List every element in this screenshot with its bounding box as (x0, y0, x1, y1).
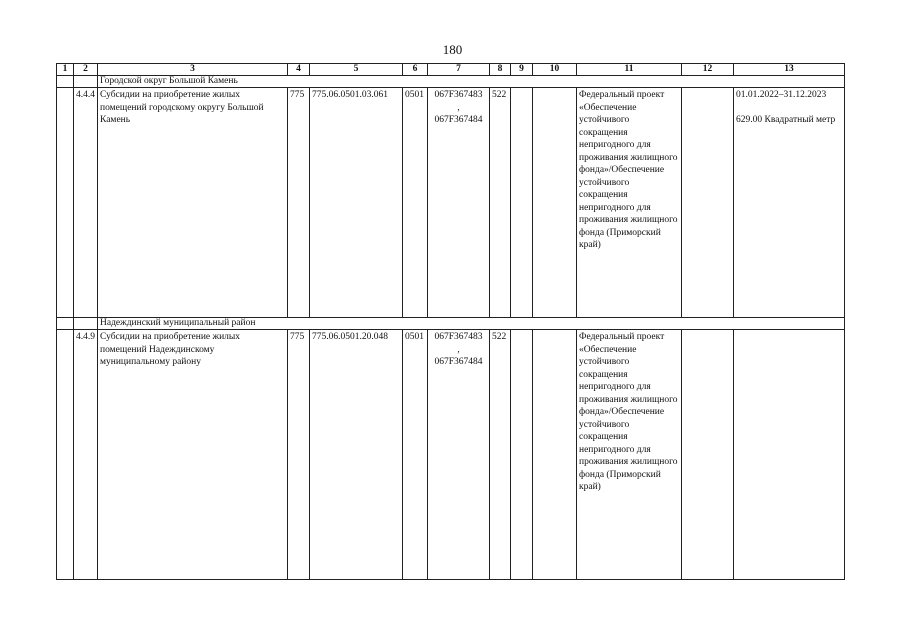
row-code: 4.4.9 (74, 330, 98, 580)
cell-col9 (511, 88, 533, 318)
cell-col11: Федеральный проект «Обеспечение устойчивого сокращения непригодного для проживания жилищного фонда»/Обеспечение устойчивого сокращения непригодного для проживания жилищного фонда (Приморский край) (577, 330, 682, 580)
header-cell: 1 (57, 64, 74, 76)
cell-col13: 01.01.2022–31.12.2023 629.00 Квадратный метр (734, 88, 845, 318)
cell-col13 (734, 330, 845, 580)
header-row (57, 64, 845, 76)
table-row (57, 88, 845, 318)
header-cell: 6 (403, 64, 428, 76)
header-cell: 9 (511, 64, 533, 76)
cell-col10 (533, 88, 577, 318)
cell-col4: 775 (288, 330, 310, 580)
header-cell: 8 (490, 64, 511, 76)
group-title-row (57, 318, 845, 330)
row-code: 4.4.4 (74, 88, 98, 318)
header-cell: 4 (288, 64, 310, 76)
cell-col4: 775 (288, 88, 310, 318)
header-cell: 12 (682, 64, 734, 76)
group-title: Городской округ Большой Камень (98, 76, 845, 88)
cell-col8: 522 (490, 330, 511, 580)
header-cell: 2 (74, 64, 98, 76)
cell-col5: 775.06.0501.03.061 (310, 88, 403, 318)
header-cell: 7 (428, 64, 490, 76)
cell-col11: Федеральный проект «Обеспечение устойчивого сокращения непригодного для проживания жилищного фонда»/Обеспечение устойчивого сокращения непригодного для проживания жилищного фонда (Приморский край) (577, 88, 682, 318)
header-cell: 11 (577, 64, 682, 76)
cell-col12 (682, 88, 734, 318)
cell-col5: 775.06.0501.20.048 (310, 330, 403, 580)
cell-col6: 0501 (403, 330, 428, 580)
cell-col6: 0501 (403, 88, 428, 318)
row-description: Субсидии на приобретение жилых помещений Надеждинскому муниципальному району (98, 330, 288, 580)
row-description: Субсидии на приобретение жилых помещений городскому округу Большой Камень (98, 88, 288, 318)
page-number: 180 (442, 42, 463, 57)
cell-col8: 522 (490, 88, 511, 318)
cell-col7: 067F367483 , 067F367484 (428, 88, 490, 318)
cell-col12 (682, 330, 734, 580)
header-cell: 5 (310, 64, 403, 76)
cell-col7: 067F367483 , 067F367484 (428, 330, 490, 580)
header-cell: 10 (533, 64, 577, 76)
cell-col10 (533, 330, 577, 580)
header-cell: 13 (734, 64, 845, 76)
header-cell: 3 (98, 64, 288, 76)
budget-table (56, 63, 845, 580)
group-title: Надеждинский муниципальный район (98, 318, 845, 330)
cell-col9 (511, 330, 533, 580)
group-title-row (57, 76, 845, 88)
table-row (57, 330, 845, 580)
